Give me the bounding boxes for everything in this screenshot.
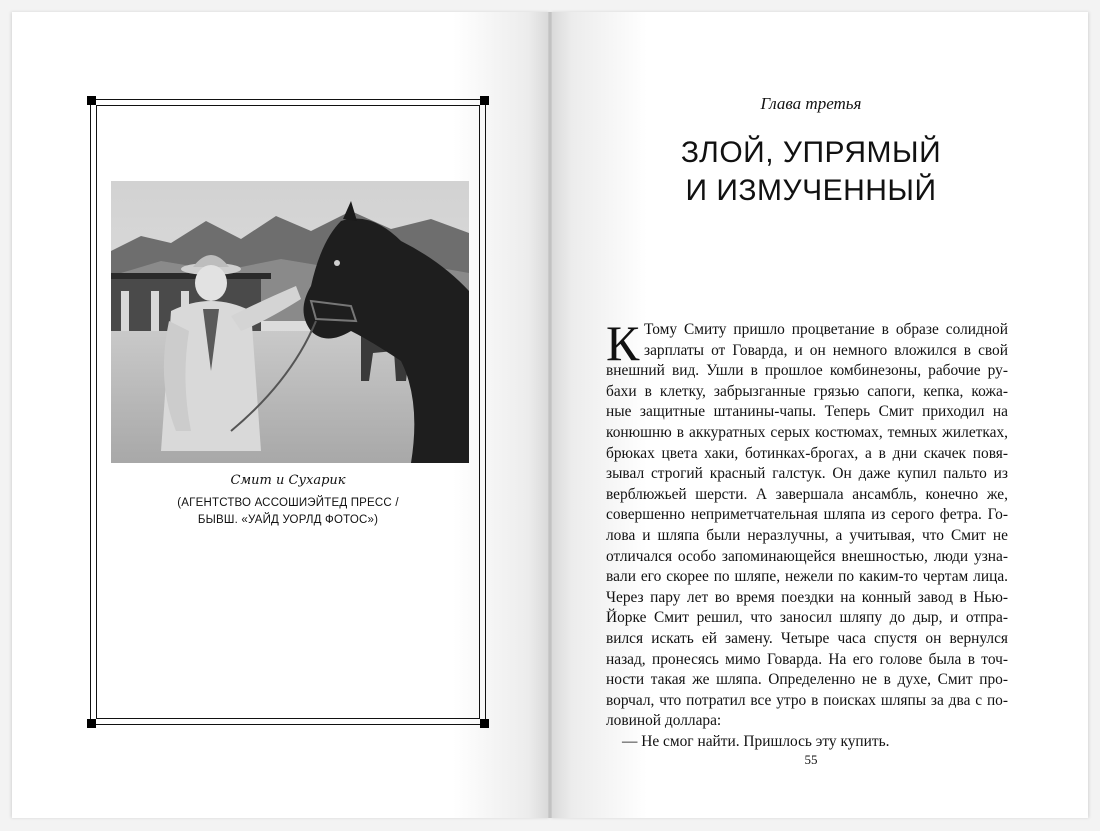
text-line: зарплаты от Говарда, и он немного вложился в свой <box>644 341 1008 359</box>
credit-line: (АГЕНТСТВО АССОШИЭЙТЕД ПРЕСС / <box>177 497 399 509</box>
text-line: ные защитные штанины-чапы. Теперь Смит приходил на <box>606 403 1008 421</box>
chapter-title <box>552 134 1070 210</box>
photo-caption-title: Смит и Сухарик <box>230 473 346 488</box>
text-line-dialog: — Не смог найти. Пришлось эту купить. <box>622 732 890 750</box>
text-line: вали его скорее по шляпе, нежели по каким-то чертам лица. <box>606 568 1008 586</box>
text-line: отличался особо запоминающейся внешностью, люди узна- <box>606 547 1008 565</box>
text-line: верблюжьей шерсти. А завершала ансамбль, конечно же, <box>606 485 1008 503</box>
text-line: вился искать ей замену. Четыре часа спустя он вернулся <box>606 629 1008 647</box>
credit-line: БЫВШ. «УАЙД УОРЛД ФОТОС») <box>197 514 379 526</box>
text-line: зывал строгий красный галстук. Он даже купил пальто из <box>606 465 1008 483</box>
frame-corner-top-right <box>480 96 489 105</box>
frame-corner-bottom-right <box>480 719 489 728</box>
page-number: 55 <box>804 752 818 767</box>
text-line: Тому Смиту пришло процветание в образе солидной <box>644 321 1008 338</box>
text-line: назад, пронесясь мимо Говарда. На его голове была в точ- <box>606 650 1008 668</box>
text-line: конюшню в аккуратных серых костюмах, темных жилетках, <box>606 423 1008 441</box>
frame-corner-top-left <box>87 96 96 105</box>
text-line: лова и шляпа были неразлучны, а учитывая, что Смит не <box>606 526 1008 544</box>
chapter-title-line: И ИЗМУЧЕННЫЙ <box>685 174 937 207</box>
text-line: ности такая же шляпа. Определенно не в духе, Смит про- <box>606 671 1008 689</box>
book-spine <box>548 12 552 818</box>
chapter-label: Глава третья <box>760 94 862 113</box>
text-line: Йорке Смит решил, что заносил шляпу до дыр, и отпра- <box>606 609 1008 627</box>
text-line: ворчал, что потратил все утро в поисках шляпы за два с по- <box>606 691 1008 709</box>
text-line: ловиной доллара: <box>606 712 722 730</box>
drop-cap: К <box>606 315 640 371</box>
photo-caption-credit <box>96 495 480 529</box>
chapter-title-line: ЗЛОЙ, УПРЯМЫЙ <box>680 136 942 169</box>
text-line: брюках цвета хаки, ботинках-брогах, а в дни скачек повя- <box>606 444 1008 462</box>
photo-smith-and-horse <box>111 181 469 463</box>
frame-corner-bottom-left <box>87 719 96 728</box>
text-line: внешний вид. Ушли в прошлое комбинезоны, рабочие ру- <box>606 362 1008 380</box>
text-line: Через пару лет во время поездки на конный завод в Нью- <box>606 588 1008 606</box>
text-line: совершенно неприметчательная шляпа из серого фетра. Го- <box>606 506 1008 524</box>
body-text <box>606 315 1008 752</box>
text-line: бахи в клетку, забрызганные грязью сапоги, кепка, кожа- <box>606 382 1008 400</box>
